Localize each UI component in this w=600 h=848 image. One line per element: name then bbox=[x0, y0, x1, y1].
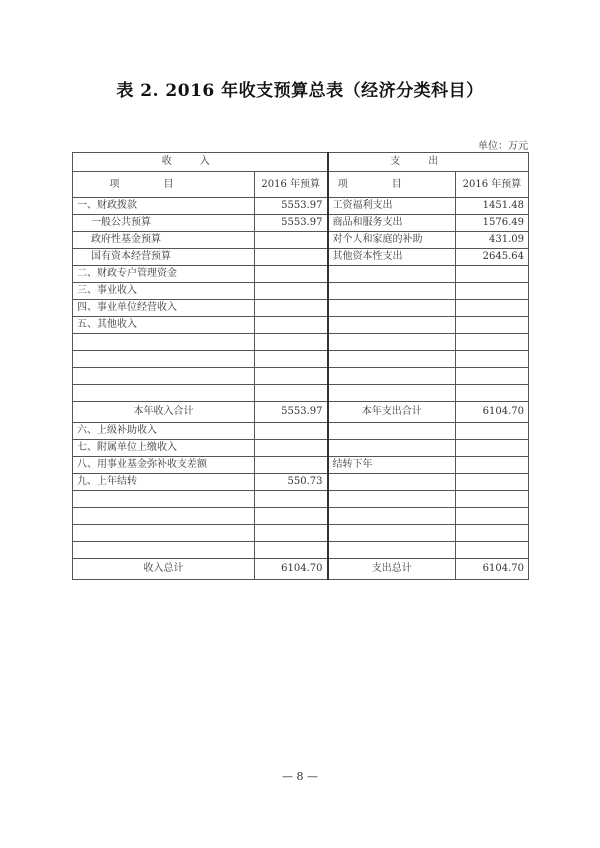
table-row bbox=[73, 368, 529, 385]
grand-total-row bbox=[73, 559, 529, 580]
expense-value bbox=[456, 491, 529, 508]
income-item bbox=[73, 334, 255, 351]
table-header-row-1 bbox=[73, 153, 529, 172]
income-item bbox=[73, 351, 255, 368]
income-item bbox=[73, 508, 255, 525]
income-item: 八、用事业基金弥补收支差额 bbox=[73, 457, 255, 474]
income-budget-column-header: 2016 年预算 bbox=[255, 172, 328, 198]
expense-value bbox=[456, 317, 529, 334]
expense-value: 1451.48 bbox=[456, 198, 529, 215]
expense-value bbox=[456, 266, 529, 283]
table-row bbox=[73, 525, 529, 542]
income-value bbox=[255, 249, 328, 266]
income-item bbox=[73, 542, 255, 559]
expense-item bbox=[328, 440, 456, 457]
expense-item bbox=[328, 474, 456, 491]
expense-value bbox=[456, 351, 529, 368]
income-value bbox=[255, 542, 328, 559]
expense-total-label: 支出总计 bbox=[328, 559, 456, 580]
expense-item: 结转下年 bbox=[328, 457, 456, 474]
table-row bbox=[73, 474, 529, 491]
income-header: 收入 bbox=[73, 153, 328, 172]
expense-value bbox=[456, 334, 529, 351]
income-value bbox=[255, 334, 328, 351]
income-item: 国有资本经营预算 bbox=[73, 249, 255, 266]
table-row bbox=[73, 300, 529, 317]
expense-total-value: 6104.70 bbox=[456, 559, 529, 580]
income-item bbox=[73, 368, 255, 385]
expense-item: 工资福利支出 bbox=[328, 198, 456, 215]
expense-value: 1576.49 bbox=[456, 215, 529, 232]
expense-item: 对个人和家庭的补助 bbox=[328, 232, 456, 249]
expense-item bbox=[328, 542, 456, 559]
income-item: 六、上级补助收入 bbox=[73, 423, 255, 440]
expense-item bbox=[328, 266, 456, 283]
expense-value: 431.09 bbox=[456, 232, 529, 249]
expense-subtotal-value: 6104.70 bbox=[456, 402, 529, 423]
income-value bbox=[255, 317, 328, 334]
income-value: 5553.97 bbox=[255, 198, 328, 215]
income-value bbox=[255, 283, 328, 300]
table-row bbox=[73, 249, 529, 266]
expense-value bbox=[456, 440, 529, 457]
expense-item: 商品和服务支出 bbox=[328, 215, 456, 232]
income-value bbox=[255, 351, 328, 368]
expense-budget-column-header: 2016 年预算 bbox=[456, 172, 529, 198]
table-row bbox=[73, 440, 529, 457]
expense-item: 其他资本性支出 bbox=[328, 249, 456, 266]
table-row bbox=[73, 283, 529, 300]
expense-value bbox=[456, 283, 529, 300]
table-row bbox=[73, 508, 529, 525]
table-row bbox=[73, 542, 529, 559]
expense-item bbox=[328, 423, 456, 440]
table-row bbox=[73, 198, 529, 215]
expense-value bbox=[456, 525, 529, 542]
income-item: 四、事业单位经营收入 bbox=[73, 300, 255, 317]
expense-value: 2645.64 bbox=[456, 249, 529, 266]
income-item bbox=[73, 525, 255, 542]
income-total-value: 6104.70 bbox=[255, 559, 328, 580]
expense-value bbox=[456, 457, 529, 474]
table-row bbox=[73, 334, 529, 351]
table-row bbox=[73, 266, 529, 283]
income-total-label: 收入总计 bbox=[73, 559, 255, 580]
income-item-column-header: 项目 bbox=[73, 172, 255, 198]
income-item: 七、附属单位上缴收入 bbox=[73, 440, 255, 457]
expense-item bbox=[328, 368, 456, 385]
expense-value bbox=[456, 542, 529, 559]
expense-item bbox=[328, 525, 456, 542]
expense-header: 支出 bbox=[328, 153, 529, 172]
income-item bbox=[73, 385, 255, 402]
table-row bbox=[73, 491, 529, 508]
income-item: 一般公共预算 bbox=[73, 215, 255, 232]
income-item bbox=[73, 491, 255, 508]
expense-item-column-header: 项目 bbox=[328, 172, 456, 198]
table-row bbox=[73, 423, 529, 440]
expense-item bbox=[328, 334, 456, 351]
expense-item bbox=[328, 491, 456, 508]
income-value bbox=[255, 440, 328, 457]
table-row bbox=[73, 232, 529, 249]
table-header-row-2 bbox=[73, 172, 529, 198]
income-value bbox=[255, 232, 328, 249]
subtotal-row bbox=[73, 402, 529, 423]
income-item: 五、其他收入 bbox=[73, 317, 255, 334]
expense-value bbox=[456, 368, 529, 385]
expense-item bbox=[328, 351, 456, 368]
income-value bbox=[255, 491, 328, 508]
expense-value bbox=[456, 300, 529, 317]
income-value: 550.73 bbox=[255, 474, 328, 491]
table-row bbox=[73, 215, 529, 232]
income-value bbox=[255, 508, 328, 525]
income-value bbox=[255, 525, 328, 542]
document-title: 表 2. 2016 年收支预算总表（经济分类科目） bbox=[116, 81, 484, 101]
income-item: 九、上年结转 bbox=[73, 474, 255, 491]
income-value bbox=[255, 266, 328, 283]
table-row bbox=[73, 457, 529, 474]
expense-value bbox=[456, 385, 529, 402]
expense-item bbox=[328, 300, 456, 317]
expense-value bbox=[456, 508, 529, 525]
income-subtotal-label: 本年收入合计 bbox=[73, 402, 255, 423]
table-row bbox=[73, 351, 529, 368]
income-item: 三、事业收入 bbox=[73, 283, 255, 300]
income-value bbox=[255, 423, 328, 440]
income-value bbox=[255, 385, 328, 402]
unit-label: 单位：万元 bbox=[478, 141, 528, 152]
income-item: 政府性基金预算 bbox=[73, 232, 255, 249]
income-item: 二、财政专户管理资金 bbox=[73, 266, 255, 283]
page-number: — 8 — bbox=[282, 770, 318, 783]
income-value: 5553.97 bbox=[255, 215, 328, 232]
budget-summary-table bbox=[72, 152, 529, 580]
income-value bbox=[255, 368, 328, 385]
table-row bbox=[73, 317, 529, 334]
expense-item bbox=[328, 317, 456, 334]
expense-item bbox=[328, 508, 456, 525]
table-row bbox=[73, 385, 529, 402]
expense-value bbox=[456, 423, 529, 440]
income-value bbox=[255, 300, 328, 317]
expense-item bbox=[328, 283, 456, 300]
income-subtotal-value: 5553.97 bbox=[255, 402, 328, 423]
expense-value bbox=[456, 474, 529, 491]
expense-item bbox=[328, 385, 456, 402]
income-item: 一、财政拨款 bbox=[73, 198, 255, 215]
income-value bbox=[255, 457, 328, 474]
expense-subtotal-label: 本年支出合计 bbox=[328, 402, 456, 423]
